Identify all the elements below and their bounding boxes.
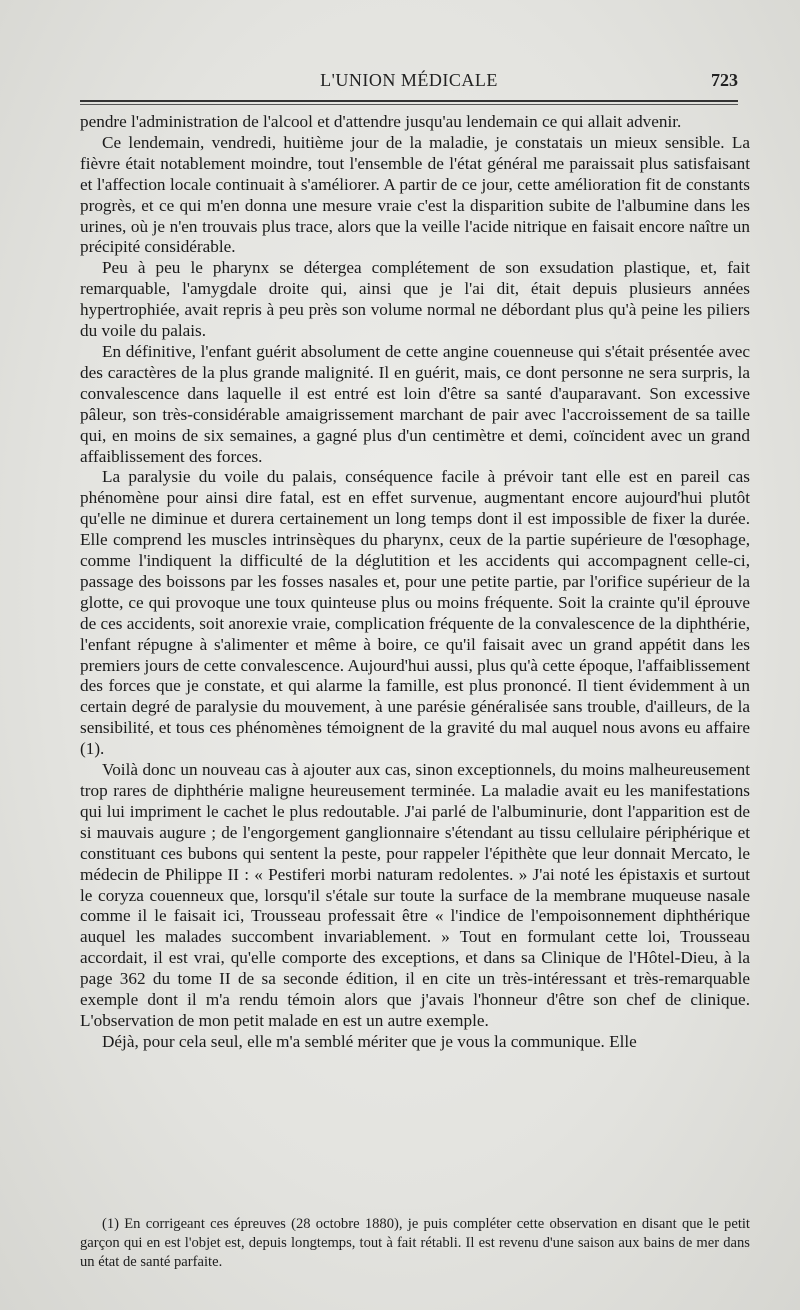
- paragraph: Peu à peu le pharynx se détergea complétement de son exsudation plastique, et, fait remarquable, l'amygdale droite qui, ainsi que je l'ai dit, était depuis plusieurs années hypertrophiée, avait repris à peu près son volume normal ne débordant plus qu'à peine les piliers du voile du palais.: [80, 258, 750, 341]
- footnote: (1) En corrigeant ces épreuves (28 octobre 1880), je puis compléter cette observation en disant que le petit garçon qui en est l'objet est, depuis longtemps, tout à fait rétabli. Il est revenu d'une saison aux bains de mer dans un état de santé parfaite.: [80, 1216, 750, 1270]
- header-rule-thin: [80, 104, 738, 105]
- paragraph: En définitive, l'enfant guérit absolument de cette angine couenneuse qui s'était présentée avec des caractères de la plus grande malignité. Il en guérit, mais, ce dont personne ne sera surpris, la convalescence dans laquelle il est entré est loin d'être sa santé d'auparavant. Son excessive pâleur, son très-considérable amaigrissement marchant de pair avec l'accroissement de sa taille qui, en moins de six semaines, a gagné plus d'un centimètre et demi, coïncident avec un grand affaiblissement des forces.: [80, 341, 750, 466]
- article-body: [80, 112, 750, 1053]
- page-number: 723: [711, 70, 738, 90]
- paragraph: Voilà donc un nouveau cas à ajouter aux cas, sinon exceptionnels, du moins malheureusement trop rares de diphthérie maligne heureusement terminée. La maladie avait eu les manifestations qui lui impriment le cachet le plus redoutable. J'ai parlé de l'albuminurie, dont l'apparition est de si mauvais augure ; de l'engorgement ganglionnaire s'étendant au tissu cellulaire périphérique et constituant ces bubons qui sentent la peste, pour rappeler l'épithète que leur donnait Mercato, le médecin de Philippe II : « Pestiferi morbi naturam redolentes. » J'ai noté les épistaxis et surtout le coryza couenneux que, lorsqu'il s'étale sur toute la surface de la membrane muqueuse nasale comme il le faisait ici, Trousseau professait être « l'indice de l'empoisonnement diphthérique auquel les malades succombent invariablement. » Tout en formulant cette loi, Trousseau accordait, il est vrai, qu'elle comporte des exceptions, et dans sa Clinique de l'Hôtel-Dieu, à la page 362 du tome II de sa seconde édition, il en cite un très-intéressant et très-remarquable exemple dont il m'a rendu témoin alors que j'avais l'honneur d'être son chef de clinique. L'observation de mon petit malade en est un autre exemple.: [80, 760, 750, 1030]
- paragraph: La paralysie du voile du palais, conséquence facile à prévoir tant elle est en pareil cas phénomène pour ainsi dire fatal, est en effet survenue, augmentant encore aujourd'hui plutôt qu'elle ne diminue et durera certainement un long temps dont il est impossible de fixer la durée. Elle comprend les muscles intrinsèques du pharynx, ceux de la partie supérieure de l'œsophage, comme l'indiquent la difficulté de la déglutition et les accidents qui accompagnent celle-ci, passage des boissons par les fosses nasales et, pour une petite partie, par l'orifice supérieur de la glotte, ce qui provoque une toux quinteuse plus ou moins fréquente. Soit la crainte qu'il éprouve de ces accidents, soit anorexie vraie, complication fréquente de la convalescence de la diphthérie, l'enfant répugne à s'alimenter et même à boire, ce qu'il faisait avec un grand appétit dans les premiers jours de cette convalescence. Aujourd'hui aussi, plus qu'à cette époque, l'affaiblissement des forces que je constate, et qui alarme la famille, est plus prononcé. Il tient évidemment à un certain degré de paralysie du mouvement, à une parésie généralisée sans trouble, d'ailleurs, de la sensibilité, et tous ces phénomènes témoignent de la gravité du mal auquel nous avons eu affaire (1).: [80, 467, 751, 759]
- header-rule: [80, 100, 738, 102]
- paragraph: pendre l'administration de l'alcool et d'attendre jusqu'au lendemain ce qui allait advenir.: [80, 112, 682, 131]
- paragraph: Déjà, pour cela seul, elle m'a semblé mériter que je vous la communique. Elle: [102, 1031, 637, 1051]
- paragraph: Ce lendemain, vendredi, huitième jour de la maladie, je constatais un mieux sensible. La fièvre était notablement moindre, tout l'ensemble de l'état général me paraissait plus satisfaisant et l'affection locale continuait à s'améliorer. A partir de ce jour, cette amélioration fit de constants progrès, et ce qui m'en donna une mesure vraie c'est la disparition subite de l'albumine dans les urines, où je n'en trouvais plus trace, alors que la veille l'acide nitrique en faisait encore naître un précipité considérable.: [80, 132, 750, 257]
- page-header: [80, 70, 738, 94]
- running-title: L'UNION MÉDICALE: [320, 70, 498, 90]
